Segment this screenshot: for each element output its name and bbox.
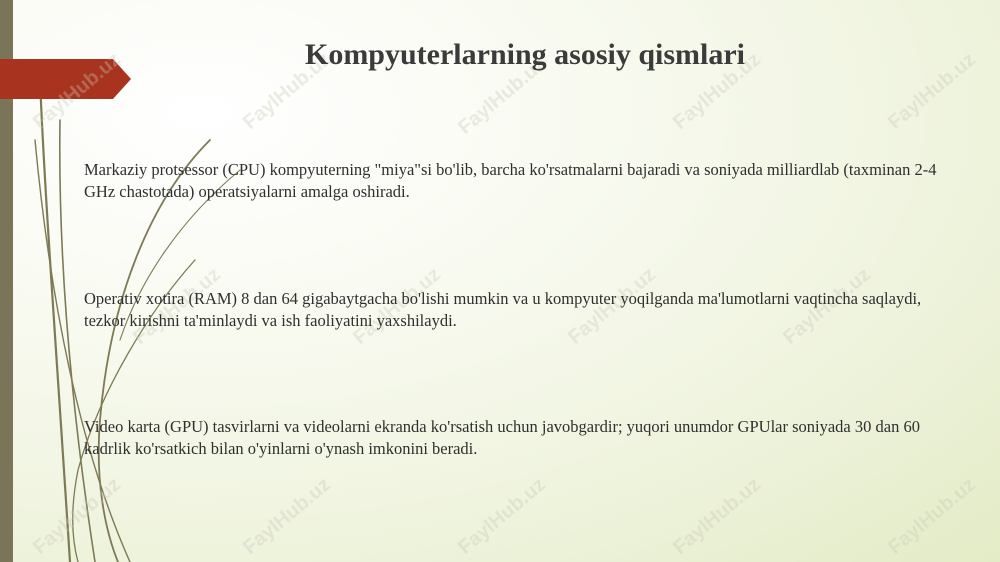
watermark-text: FaylHub.uz [129,263,225,349]
watermark-text: FaylHub.uz [669,48,765,134]
watermark-text: FaylHub.uz [884,48,980,134]
watermark-text: FaylHub.uz [564,263,660,349]
watermark-text: FaylHub.uz [454,473,550,559]
watermark-text: FaylHub.uz [669,473,765,559]
watermark-text: FaylHub.uz [349,263,445,349]
watermark-text: FaylHub.uz [239,473,335,559]
paragraph-cpu: Markaziy protsessor (CPU) kompyuterning "miya"si bo'lib, barcha ko'rsatmalarni bajaradi va soniyada milliardlab (taxminan 2-4 GHz chastotada) operatsiyalarni amalga oshiradi. [84,160,937,201]
watermark-text: FaylHub.uz [29,48,125,134]
watermark-text: FaylHub.uz [884,473,980,559]
title-accent-arrow [0,59,131,99]
paragraph-ram: Operativ xotira (RAM) 8 dan 64 gigabaytgacha bo'lishi mumkin va u kompyuter yoqilganda ma'lumotlarni vaqtincha saqlaydi, tezkor kirishni ta'minlaydi va ish faoliyatini yaxshilaydi. [84,289,922,330]
watermark-text: FaylHub.uz [239,48,335,134]
slide-title: Kompyuterlarning asosiy qismlari [304,38,746,71]
watermark-text: FaylHub.uz [29,473,125,559]
watermark-text: FaylHub.uz [454,53,550,139]
paragraph-gpu: Video karta (GPU) tasvirlarni va videolarni ekranda ko'rsatish uchun javobgardir; yuqori unumdor GPUlar soniyada 30 dan 60 kadrlik ko'rsatkich bilan o'yinlarni o'ynash imkonini beradi. [84,417,920,458]
watermark-text: FaylHub.uz [779,263,875,349]
